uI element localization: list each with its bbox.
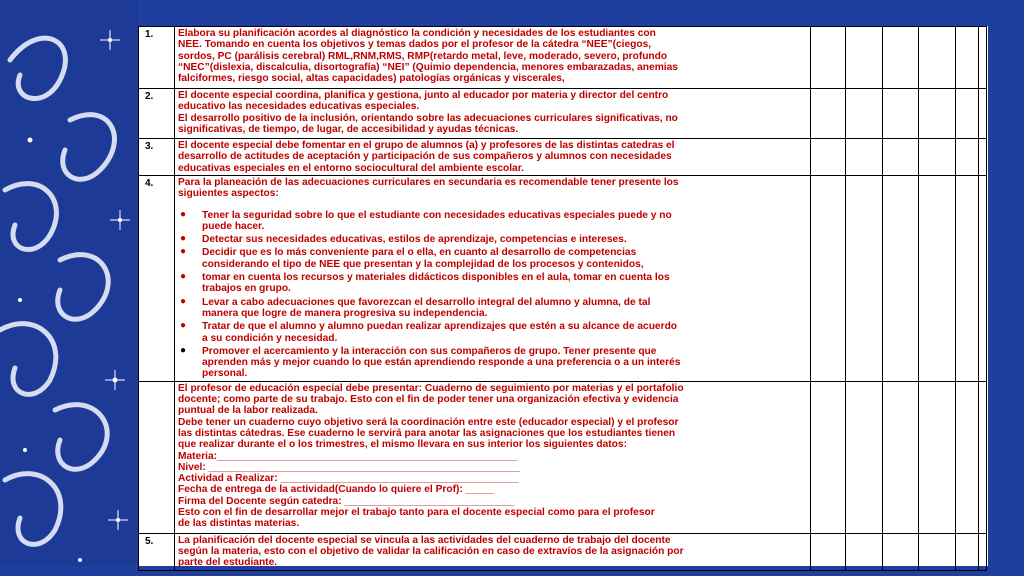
row-number: 1.	[139, 27, 175, 89]
text-line: Firma del Docente según catedra: ______________________________	[178, 495, 515, 507]
list-item: ● Levar a cabo adecuaciones que favorezcan el desarrollo integral del alumno y alumna, de tal manera que logre de manera progresiva su independencia.	[180, 295, 651, 319]
decorative-top-border	[0, 0, 1024, 26]
blank-cell	[919, 139, 956, 176]
text-line: Actividad a Realizar: __________________________________________	[178, 473, 519, 485]
bullet-icon: ●	[180, 246, 187, 258]
row-text	[175, 176, 811, 382]
table-row	[139, 27, 987, 89]
table-row	[139, 533, 987, 570]
text-line: Materia:_____________________________________________________	[178, 450, 518, 462]
decorative-ornament-panel	[0, 0, 138, 576]
blank-cell	[883, 533, 919, 570]
blank-cell	[919, 89, 956, 139]
planning-table	[138, 26, 987, 571]
list-item: ● Tratar de que el alumno y alumno puedan realizar aprendizajes que estén a su alcance de acuerdo a su condición y necesidad.	[180, 320, 678, 344]
blank-cell	[956, 533, 979, 570]
list-item: ● Decidir que es lo más conveniente para el o ella, en cuanto al desarrollo de competencias considerando el tipo de NEE que presentan y la complejidad de los procesos y contenidos,	[180, 246, 644, 270]
blank-cell	[846, 381, 883, 533]
blank-cell	[883, 176, 919, 382]
blank-cell	[956, 176, 979, 382]
text-line: sordos, PC (parálisis cerebral) RML,RNM,RMS, RMP(retardo metal, leve, moderado, severo, profundo	[178, 50, 668, 62]
bullet-icon: ●	[180, 271, 187, 283]
table-row	[139, 176, 987, 382]
blank-cell	[979, 27, 987, 89]
blank-cell	[919, 27, 956, 89]
text-line: Esto con el fin de desarrollar mejor el trabajo tanto para el docente especial como para el profesor	[178, 507, 655, 519]
blank-cell	[811, 139, 846, 176]
blank-cell	[846, 533, 883, 570]
row-number: 4.	[139, 176, 175, 382]
blank-cell	[846, 27, 883, 89]
blank-cell	[956, 27, 979, 89]
row-text	[175, 89, 811, 139]
table-row	[139, 139, 987, 176]
blank-cell	[846, 139, 883, 176]
planning-table-sheet	[138, 26, 986, 569]
blank-cell	[811, 89, 846, 139]
text-line: de las distintas materias.	[178, 518, 300, 530]
blank-cell	[811, 381, 846, 533]
text-line: Fecha de entrega de la actividad(Cuando lo quiere el Prof): _____	[178, 484, 494, 496]
text-line: NEE. Tomando en cuenta los objetivos y temas dados por el profesor de la cátedra “NEE”(ciegos,	[178, 39, 652, 51]
text-line: Elabora su planificación acordes al diagnóstico la condición y necesidades de los estudiantes con	[178, 28, 656, 39]
blank-cell	[979, 139, 987, 176]
list-item: ● tomar en cuenta los recursos y materiales didácticos disponibles en el aula, tomar en cuenta los trabajos en grupo.	[180, 271, 670, 295]
text-line: según la materia, esto con el objetivo de validar la calificación en caso de extravíos de la asignación por	[178, 546, 684, 558]
blank-cell	[811, 27, 846, 89]
row-text	[175, 139, 811, 176]
row-text	[175, 533, 811, 570]
blank-cell	[956, 139, 979, 176]
row-number: 5.	[139, 533, 175, 570]
text-line: docente; como parte de su trabajo. Esto con el fin de poder tener una organización efectiva y evidencia	[178, 394, 679, 406]
text-line: que realizar durante el o los trimestres, el mismo llevara en sus interior los siguientes datos:	[178, 439, 627, 451]
blank-cell	[919, 176, 956, 382]
row-number: 2.	[139, 89, 175, 139]
list-item: ● Promover el acercamiento y la interacción con sus compañeros de grupo. Tener presente que aprenden más y mejor cuando lo que están aprendiendo responde a una preferencia o a un interés personal.	[180, 344, 681, 380]
text-line: Nivel: _______________________________________________________	[178, 461, 521, 473]
blank-cell	[846, 176, 883, 382]
text-line: las distintas cátedras. Ese cuaderno le servirá para anotar las asignaciones que los estudiantes tienen	[178, 427, 676, 439]
text-line: La planificación del docente especial se vincula a las actividades del cuaderno de trabajo del docente	[178, 534, 671, 546]
blank-cell	[979, 533, 987, 570]
blank-cell	[956, 89, 979, 139]
text-line: significativas, de tiempo, de lugar, de accesibilidad y ayudas técnicas.	[178, 123, 519, 135]
blank-cell	[846, 89, 883, 139]
blank-cell	[979, 381, 987, 533]
text-line: El profesor de educación especial debe presentar: Cuaderno de seguimiento por materias y el portafolio	[178, 382, 684, 394]
blank-cell	[883, 381, 919, 533]
text-line: falciformes, riesgo social, altas capacidades) patologías orgánicas y viscerales,	[178, 73, 565, 85]
text-line: El desarrollo positivo de la inclusión, orientando sobre las adecuaciones curriculares significativas, no	[178, 112, 678, 124]
row-number	[139, 381, 175, 533]
list-item: ● Detectar sus necesidades educativas, estilos de aprendizaje, competencias e intereses.	[180, 233, 627, 246]
blank-cell	[956, 381, 979, 533]
table-row	[139, 381, 987, 533]
blank-cell	[883, 139, 919, 176]
blank-cell	[919, 381, 956, 533]
bullet-icon: ●	[180, 233, 187, 245]
text-line: El docente especial debe fomentar en el grupo de alumnos (a) y profesores de las distintas catedras el	[178, 140, 675, 151]
text-line: El docente especial coordina, planifica y gestiona, junto al educador por materia y director del centro	[178, 90, 669, 101]
text-line: educativo las necesidades educativas especiales.	[178, 101, 420, 113]
bullet-icon: ●	[180, 344, 187, 356]
row-number: 3.	[139, 139, 175, 176]
text-line: Para la planeación de las adecuaciones curriculares en secundaria es recomendable tener presente los	[178, 177, 679, 188]
text-line: educativas especiales en el entorno sociocultural del ambiente escolar.	[178, 162, 524, 174]
blank-cell	[979, 89, 987, 139]
row-text	[175, 381, 811, 533]
text-line: parte del estudiante.	[178, 557, 278, 569]
text-line: siguientes aspectos:	[178, 188, 279, 200]
blank-cell	[811, 533, 846, 570]
text-line: “NEC”(dislexia, discalculia, disortografía) “NEI” (Quimio dependencia, menores embarazadas, anemias	[178, 61, 678, 73]
blank-cell	[979, 176, 987, 382]
text-line: desarrollo de actitudes de aceptación y participación de sus compañeros y alumnos con necesidades	[178, 151, 672, 163]
bullet-icon: ●	[180, 208, 187, 220]
blank-cell	[883, 27, 919, 89]
text-line: puntual de la labor realizada.	[178, 405, 318, 417]
blank-cell	[811, 176, 846, 382]
row-text	[175, 27, 811, 89]
table-row	[139, 89, 987, 139]
blank-cell	[919, 533, 956, 570]
bullet-icon: ●	[180, 320, 187, 332]
text-line: Debe tener un cuaderno cuyo objetivo será la coordinación entre este (educador especial) y el profesor	[178, 416, 679, 428]
blank-cell	[883, 89, 919, 139]
list-item: ● Tener la seguridad sobre lo que el estudiante con necesidades educativas especiales puede y no puede hacer.	[180, 208, 672, 232]
decorative-right-border	[988, 0, 1024, 576]
bullet-icon: ●	[180, 295, 187, 307]
